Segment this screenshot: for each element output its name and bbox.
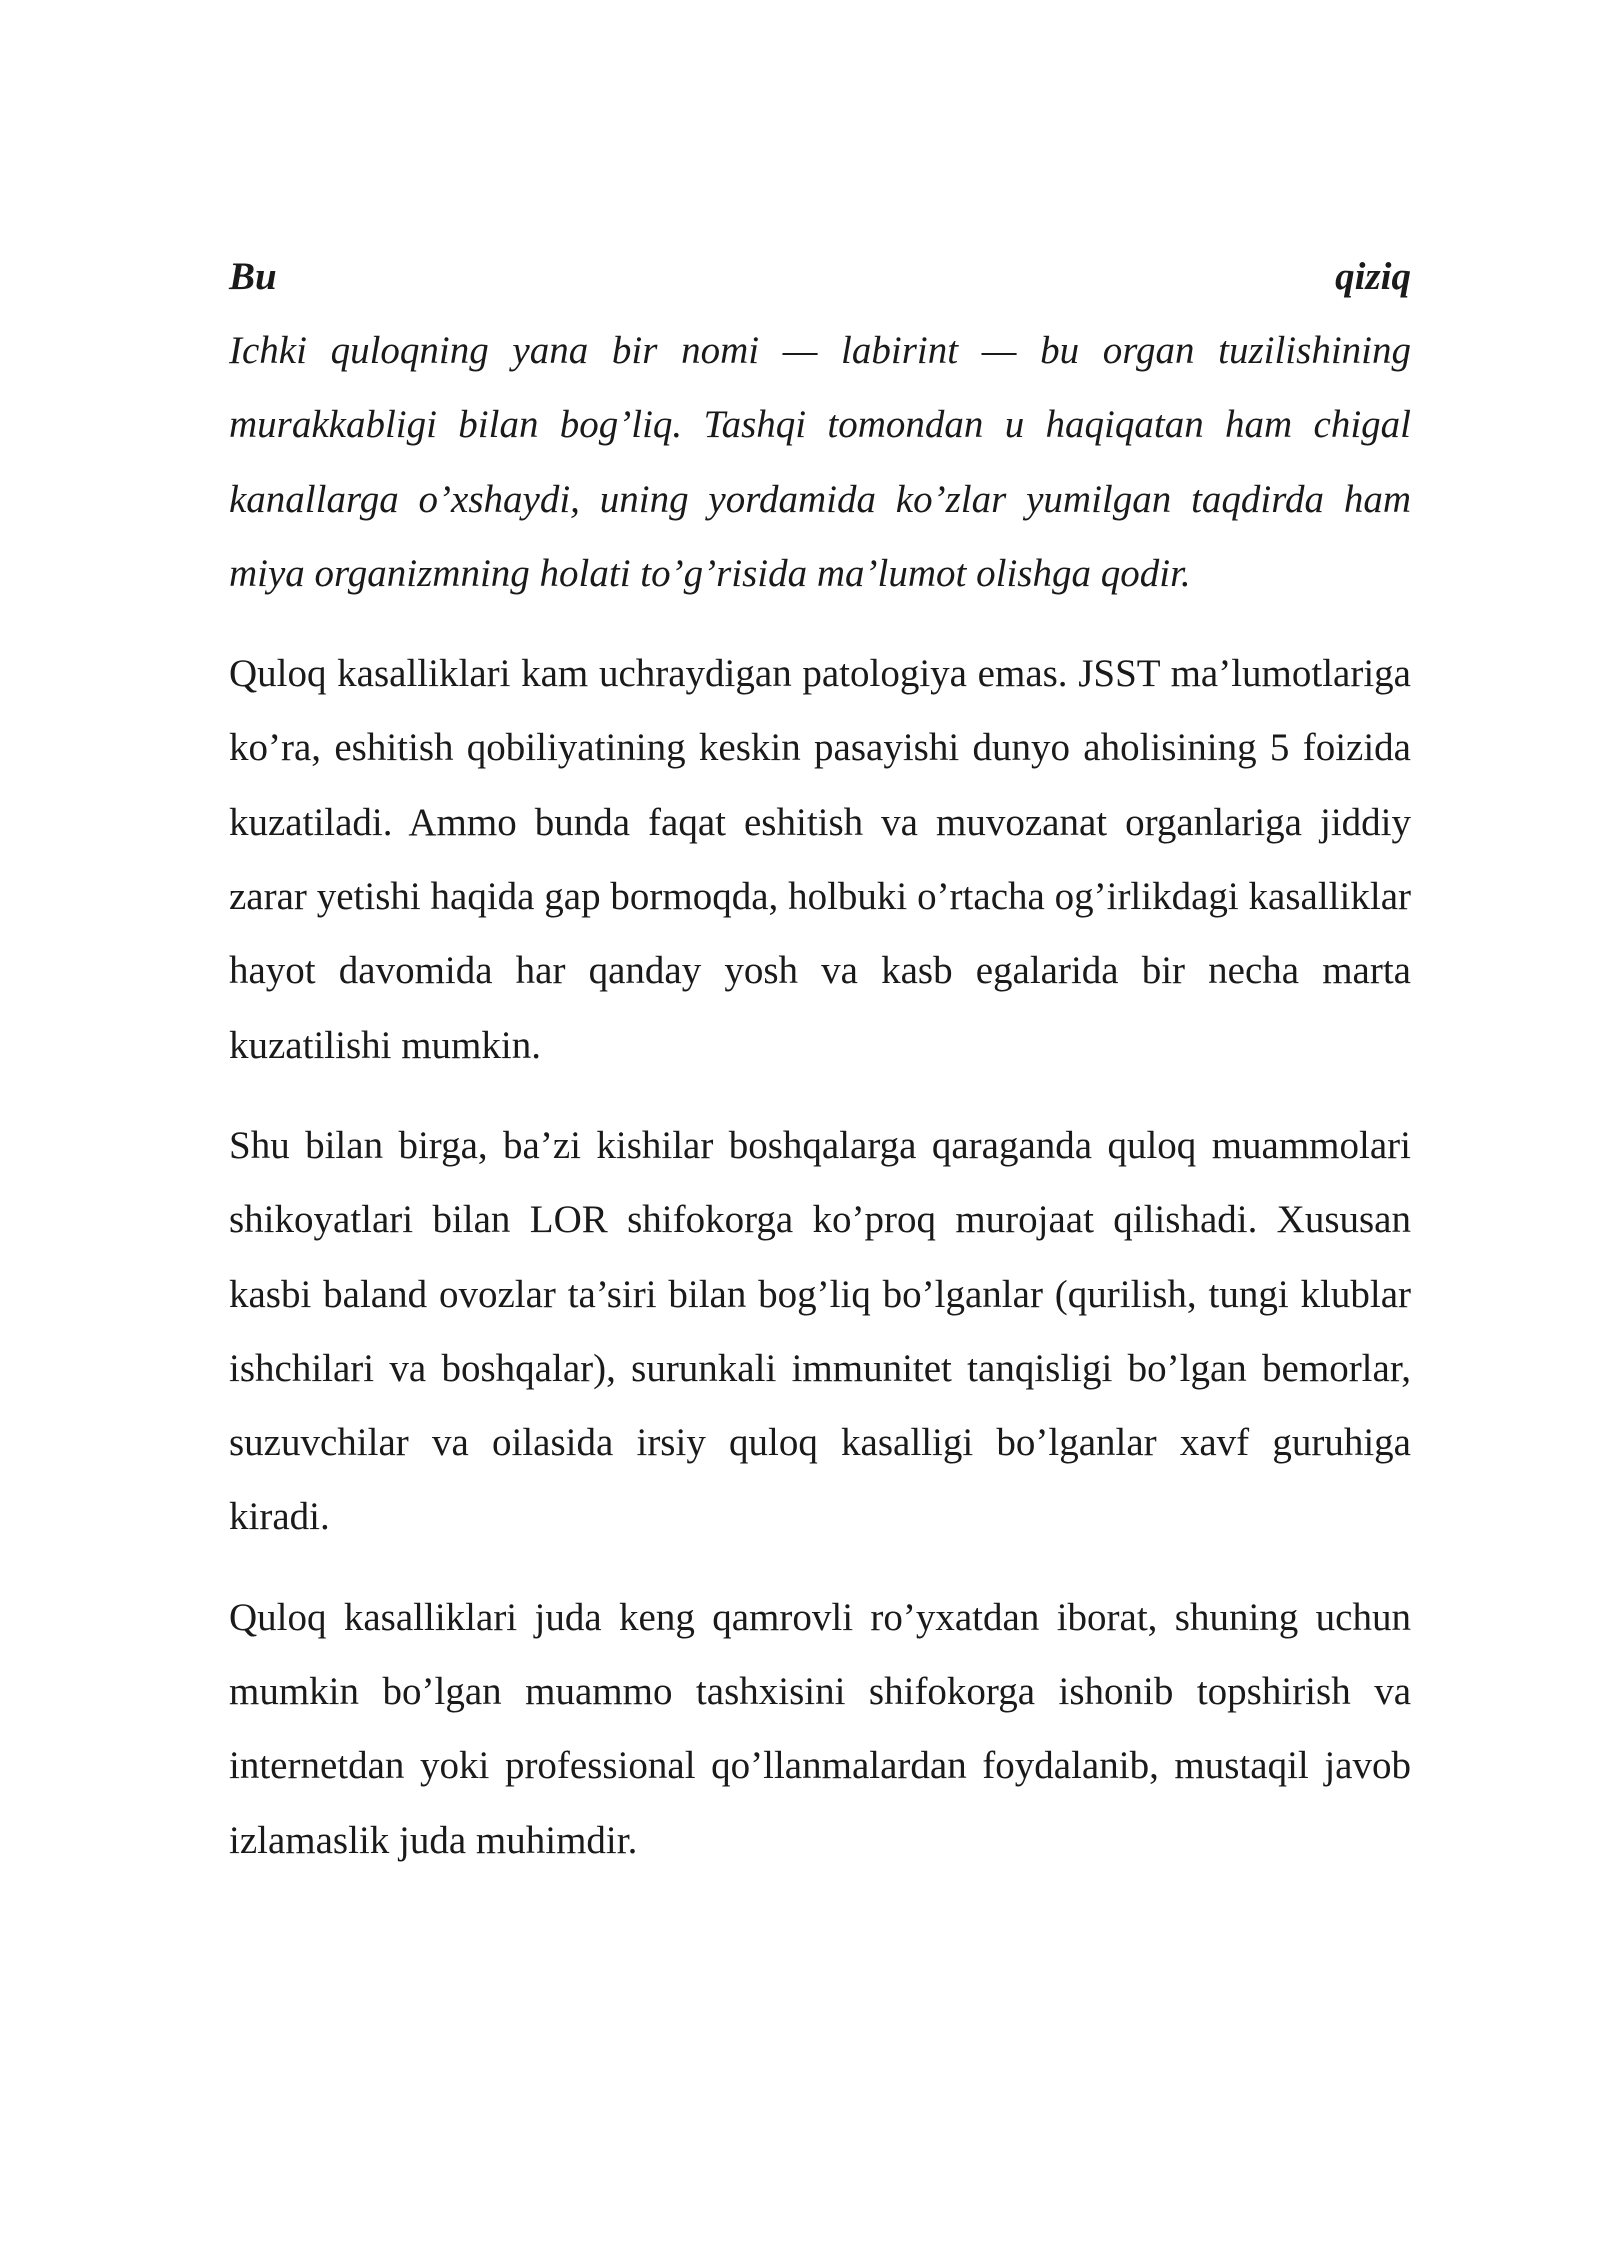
intro-paragraph: Ichki quloqning yana bir nomi — labirint — bu organ tuzilishining murakkabligi bilan bog’liq. Tashqi tomondan u haqiqatan ham chigal kanallarga o’xshaydi, uning yordamida ko’zlar yumilgan taqdirda ham miya organizmning holati to’g’risida ma’lumot olishga qodir. bbox=[229, 329, 1411, 595]
heading-line bbox=[229, 240, 1411, 314]
document-page bbox=[229, 240, 1411, 1878]
heading-left-word: Bu bbox=[229, 255, 277, 298]
heading-right-word: qiziq bbox=[1335, 255, 1411, 298]
body-paragraph-1: Quloq kasalliklari kam uchraydigan patologiya emas. JSST ma’lumotlariga ko’ra, eshitish qobiliyatining keskin pasayishi dunyo aholisining 5 foizida kuzatiladi. Ammo bunda faqat eshitish va muvozanat organlariga jiddiy zarar yetishi haqida gap bormoqda, holbuki o’rtacha og’irlikdagi kasalliklar hayot davomida har qanday yosh va kasb egalarida bir necha marta kuzatilishi mumkin. bbox=[229, 652, 1411, 1067]
body-paragraph-3: Quloq kasalliklari juda keng qamrovli ro’yxatdan iborat, shuning uchun mumkin bo’lgan muammo tashxisini shifokorga ishonib topshirish va internetdan yoki professional qo’llanmalardan foydalanib, mustaqil javob izlamaslik juda muhimdir. bbox=[229, 1595, 1411, 1862]
body-paragraph-2: Shu bilan birga, ba’zi kishilar boshqalarga qaraganda quloq muammolari shikoyatlari bilan LOR shifokorga ko’proq murojaat qilishadi. Xususan kasbi baland ovozlar ta’siri bilan bog’liq bo’lganlar (qurilish, tungi klublar ishchilari va boshqalar), surunkali immunitet tanqisligi bo’lgan bemorlar, suzuvchilar va oilasida irsiy quloq kasalligi bo’lganlar xavf guruhiga kiradi. bbox=[229, 1123, 1411, 1539]
